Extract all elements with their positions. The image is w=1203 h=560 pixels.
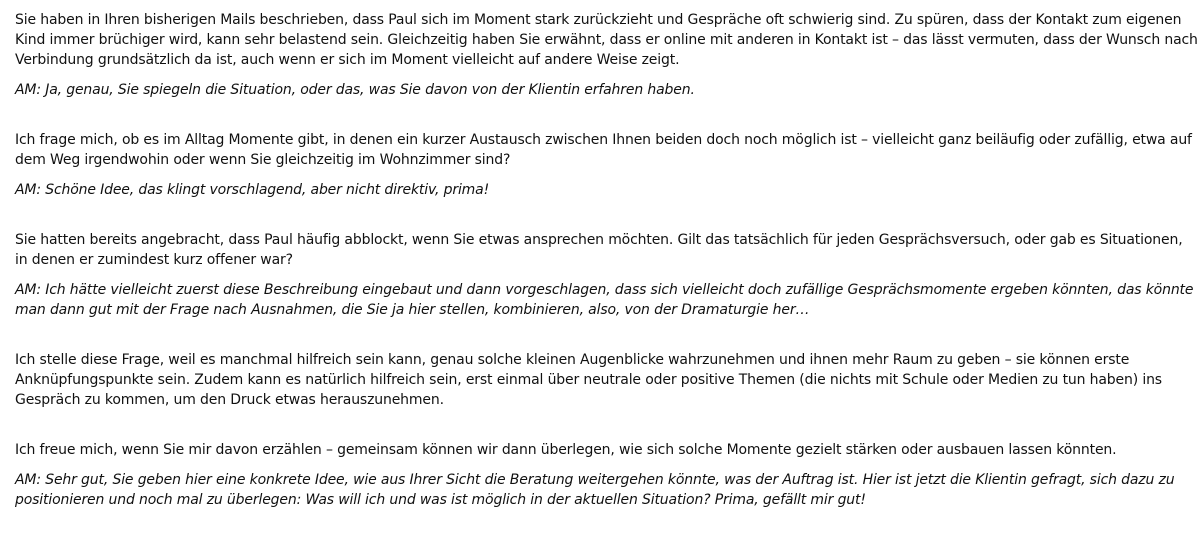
paragraph-3: Sie hatten bereits angebracht, dass Paul häufig abblockt, wenn Sie etwas ansprechen möchten. Gilt das tatsächlich für jeden Gesprächsversuch, oder gab es Situationen, in denen er zumindest kurz offener war? <box>15 232 1183 268</box>
spacer <box>15 320 1198 350</box>
text-block-4 <box>15 350 1198 410</box>
spacer <box>15 100 1198 130</box>
paragraph-2: Ich frage mich, ob es im Alltag Momente gibt, in denen ein kurzer Austausch zwischen Ihnen beiden doch noch möglich ist – vielleicht ganz beiläufig oder zufällig, etwa auf dem Weg irgendwohin oder wenn Sie gleichzeitig im Wohnzimmer sind? <box>15 132 1192 168</box>
paragraph-5: Ich freue mich, wenn Sie mir davon erzählen – gemeinsam können wir dann überlegen, wie sich solche Momente gezielt stärken oder ausbauen lassen könnten. <box>15 442 1117 458</box>
paragraph-1: Sie haben in Ihren bisherigen Mails beschrieben, dass Paul sich im Moment stark zurückzieht und Gespräche oft schwierig sind. Zu spüren, dass der Kontakt zum eigenen Kind immer brüchiger wird, kann sehr belastend sein. Gleichzeitig haben Sie erwähnt, dass er online mit anderen in Kontakt ist – das lässt vermuten, dass der Wunsch nach Verbindung grundsätzlich da ist, auch wenn er sich im Moment vielleicht auf andere Weise zeigt. <box>15 12 1198 68</box>
text-block-2 <box>15 130 1198 200</box>
spacer <box>15 200 1198 230</box>
text-block-1 <box>15 10 1198 100</box>
comment-5: AM: Sehr gut, Sie geben hier eine konkrete Idee, wie aus Ihrer Sicht die Beratung weitergehen könnte, was der Auftrag ist. Hier ist jetzt die Klientin gefragt, sich dazu zu positionieren und noch mal zu überlegen: Was will ich und was ist möglich in der aktuellen Situation? Prima, gefällt mir gut! <box>15 472 1175 508</box>
text-block-5 <box>15 440 1198 510</box>
document-body <box>15 10 1198 510</box>
comment-3: AM: Ich hätte vielleicht zuerst diese Beschreibung eingebaut und dann vorgeschlagen, dass sich vielleicht doch zufällige Gesprächsmomente ergeben könnten, das könnte man dann gut mit der Frage nach Ausnahmen, die Sie ja hier stellen, kombinieren, also, von der Dramaturgie her… <box>15 282 1194 318</box>
text-block-3 <box>15 230 1198 320</box>
comment-2: AM: Schöne Idee, das klingt vorschlagend, aber nicht direktiv, prima! <box>15 182 490 198</box>
comment-1: AM: Ja, genau, Sie spiegeln die Situation, oder das, was Sie davon von der Klientin erfahren haben. <box>15 82 695 98</box>
spacer <box>15 410 1198 440</box>
paragraph-4: Ich stelle diese Frage, weil es manchmal hilfreich sein kann, genau solche kleinen Augenblicke wahrzunehmen und ihnen mehr Raum zu geben – sie können erste Anknüpfungspunkte sein. Zudem kann es natürlich hilfreich sein, erst einmal über neutrale oder positive Themen (die nichts mit Schule oder Medien zu tun haben) ins Gespräch zu kommen, um den Druck etwas herauszunehmen. <box>15 352 1162 408</box>
